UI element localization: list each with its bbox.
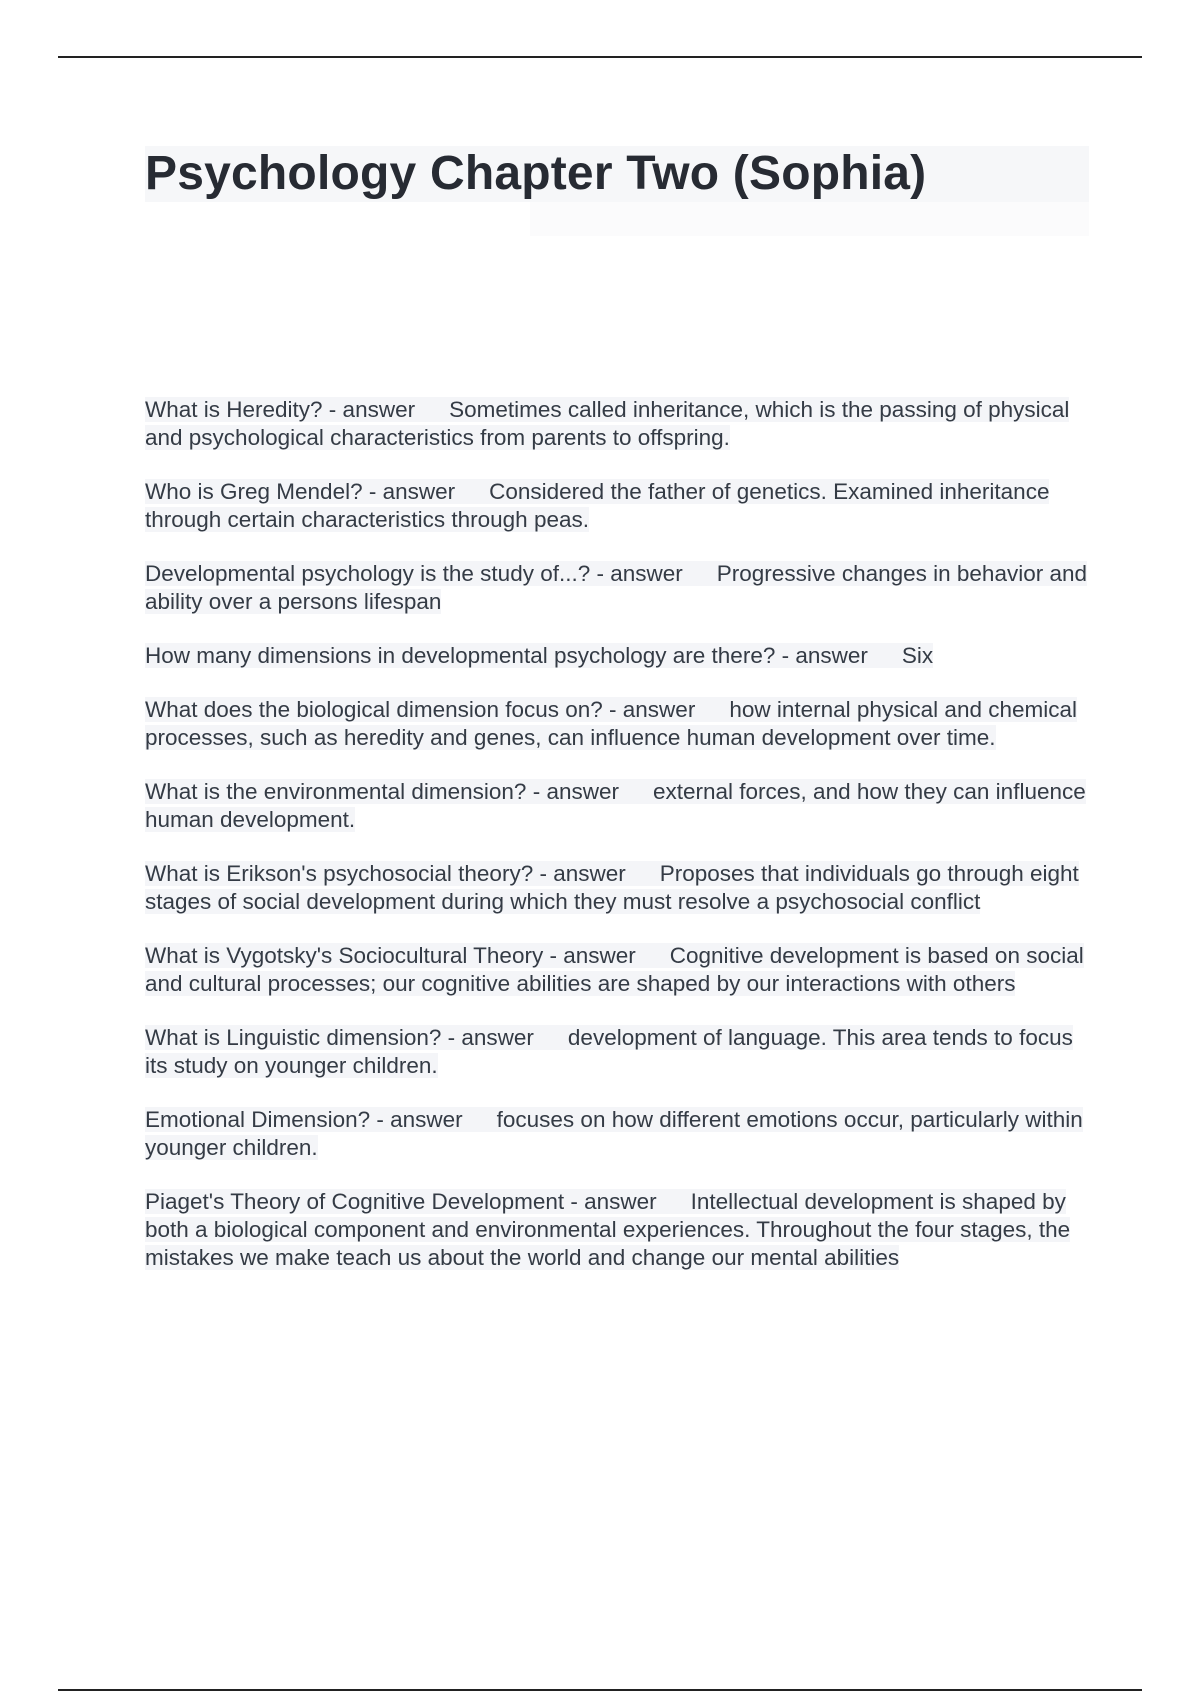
qa-answer: Considered the father of genetics. Examined inheritance through certain characteristics through peas. [145,479,1050,532]
qa-question: How many dimensions in developmental psychology are there? - answer [145,643,868,668]
qa-question: What does the biological dimension focus on? - answer [145,697,696,722]
qa-question: Who is Greg Mendel? - answer [145,479,456,504]
qa-item [145,1188,1095,1272]
qa-item [145,642,1095,670]
qa-item [145,860,1095,916]
qa-question: What is Vygotsky's Sociocultural Theory - answer [145,943,636,968]
qa-item [145,942,1095,998]
qa-item [145,478,1095,534]
qa-answer: Progressive changes in behavior and ability over a persons lifespan [145,561,1088,614]
qa-answer: focuses on how different emotions occur, particularly within younger children. [145,1107,1083,1160]
qa-answer: external forces, and how they can influence human development. [145,779,1086,832]
qa-answer: Six [901,643,934,668]
title-block [145,146,1089,202]
qa-answer: Proposes that individuals go through eight stages of social development during which they must resolve a psychosocial conflict [145,861,1079,914]
qa-item [145,1024,1095,1080]
qa-question: What is Erikson's psychosocial theory? - answer [145,861,626,886]
page-title: Psychology Chapter Two (Sophia) [145,147,927,200]
qa-item [145,560,1095,616]
qa-question: Emotional Dimension? - answer [145,1107,463,1132]
qa-question: What is Linguistic dimension? - answer [145,1025,534,1050]
qa-item [145,696,1095,752]
qa-item [145,396,1095,452]
qa-item [145,1106,1095,1162]
qa-question: What is Heredity? - answer [145,397,416,422]
qa-answer: Intellectual development is shaped by both a biological component and environmental experiences. Throughout the four stages, the mistakes we make teach us about the world and change our mental abilities [145,1189,1071,1270]
qa-item [145,778,1095,834]
qa-answer: Sometimes called inheritance, which is the passing of physical and psychological characteristics from parents to offspring. [145,397,1070,450]
qa-question: What is the environmental dimension? - answer [145,779,619,804]
qa-question: Developmental psychology is the study of...? - answer [145,561,683,586]
bottom-divider [58,1689,1142,1691]
top-divider [58,56,1142,58]
qa-list [145,396,1095,1298]
title-shade [530,202,1089,236]
qa-question: Piaget's Theory of Cognitive Development - answer [145,1189,657,1214]
qa-answer: Cognitive development is based on social and cultural processes; our cognitive abilities are shaped by our interactions with others [145,943,1084,996]
qa-answer: development of language. This area tends to focus its study on younger children. [145,1025,1073,1078]
qa-answer: how internal physical and chemical processes, such as heredity and genes, can influence human development over time. [145,697,1077,750]
